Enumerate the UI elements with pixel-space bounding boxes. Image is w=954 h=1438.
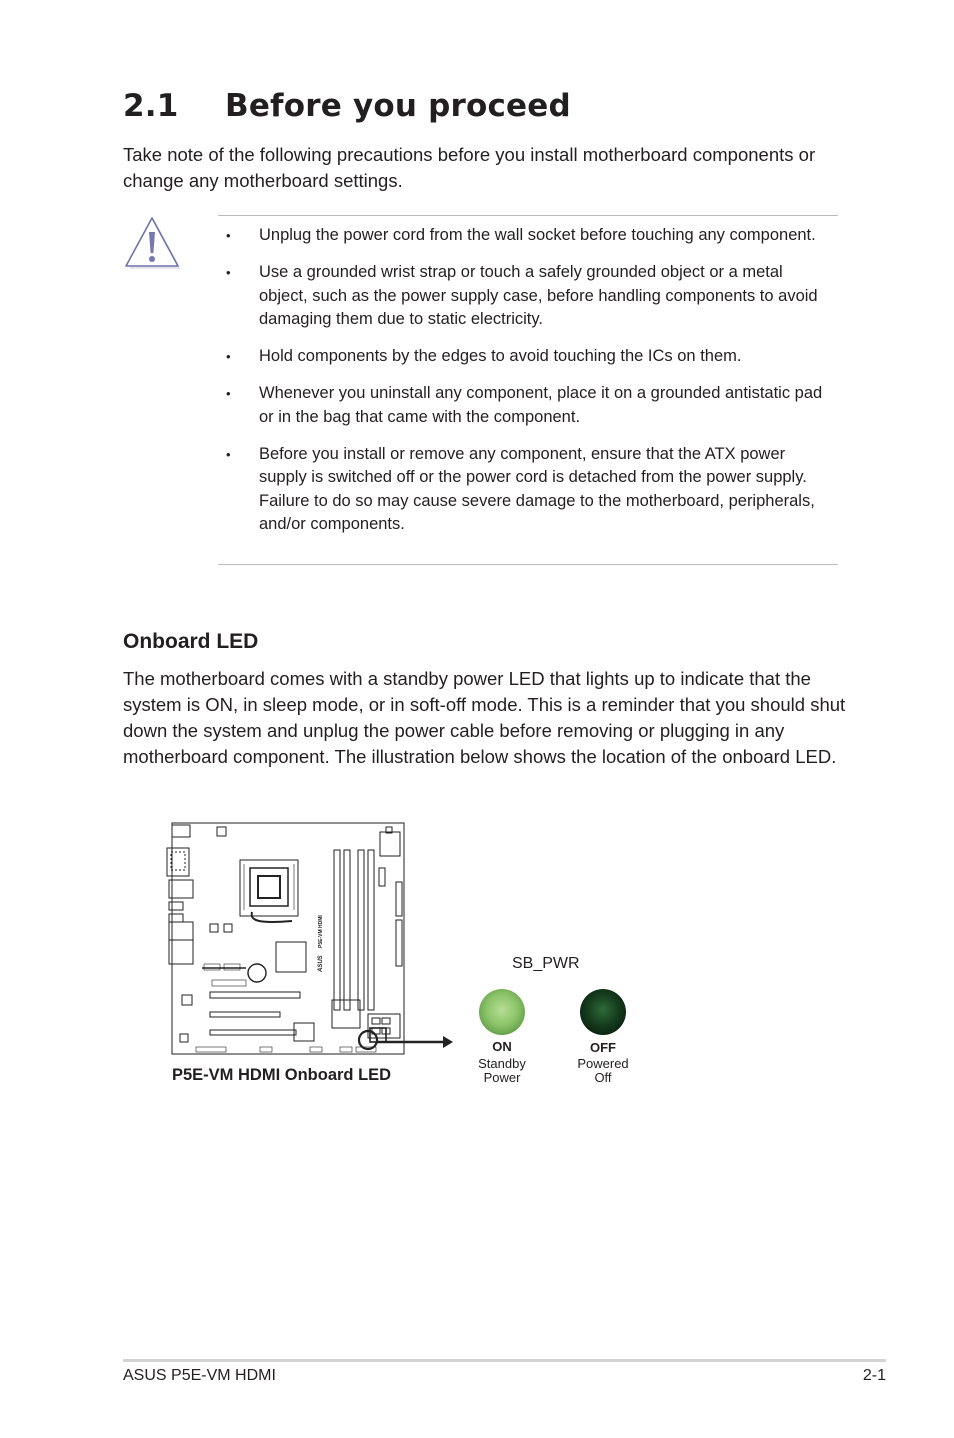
led-on-desc-line2: Power xyxy=(483,1070,521,1085)
figure-caption: P5E-VM HDMI Onboard LED xyxy=(172,1066,392,1084)
list-item-text: Hold components by the edges to avoid touching the ICs on them. xyxy=(259,347,742,365)
onboard-led-paragraph: The motherboard comes with a standby power LED that lights up to indicate that the system is ON, in sleep mode, or in soft-off mode. This is a reminder that you should shut down the system and unplug the power cable before removing or plugging in any motherboard component. The illustration below shows the location of the onboard LED. xyxy=(123,668,846,767)
connector-label: SB_PWR xyxy=(512,955,580,972)
led-on-desc-line1: Standby xyxy=(478,1056,526,1071)
led-off-desc-line1: Powered xyxy=(577,1056,629,1071)
list-item xyxy=(226,382,826,429)
bullet-icon: • xyxy=(226,228,231,243)
list-item-text: Before you install or remove any component, ensure that the ATX power supply is switched off or the power cord is detached from the power supply. Failure to do so may cause severe damage to the motherboard, peripherals, and/or components. xyxy=(259,444,815,533)
section-title: Before you proceed xyxy=(225,88,571,124)
led-on-icon xyxy=(479,989,525,1035)
led-off-state: OFF xyxy=(590,1040,616,1055)
caution-list xyxy=(226,224,826,550)
footer-product-name: ASUS P5E-VM HDMI xyxy=(123,1367,276,1384)
intro-paragraph: Take note of the following precautions before you install motherboard components or change any motherboard settings. xyxy=(123,144,816,191)
section-heading xyxy=(123,88,571,124)
list-item xyxy=(226,261,826,332)
bullet-icon: • xyxy=(226,349,231,364)
led-off-icon xyxy=(580,989,626,1035)
led-on-description xyxy=(462,1057,542,1085)
list-item-text: Use a grounded wrist strap or touch a safely grounded object or a metal object, such as the power supply case, before handling components to avoid damaging them due to static electricity. xyxy=(259,263,818,328)
motherboard-diagram xyxy=(160,820,460,1065)
led-off-desc-line2: Off xyxy=(594,1070,612,1085)
bullet-icon: • xyxy=(226,386,231,401)
section-number: 2.1 xyxy=(123,88,179,124)
list-item xyxy=(226,224,826,248)
led-on-state: ON xyxy=(492,1039,512,1054)
warning-triangle-icon xyxy=(124,215,184,273)
list-item xyxy=(226,345,826,369)
bullet-icon: • xyxy=(226,265,231,280)
led-off-description xyxy=(563,1057,643,1085)
bullet-icon: • xyxy=(226,446,231,462)
footer-rule xyxy=(123,1359,886,1362)
board-label: P5E-VM HDMI xyxy=(318,915,324,948)
list-item xyxy=(226,443,826,537)
page-number: 2-1 xyxy=(862,1367,886,1384)
onboard-led-heading: Onboard LED xyxy=(123,630,259,653)
caution-bottom-rule xyxy=(218,564,838,565)
caution-top-rule xyxy=(218,215,838,216)
list-item-text: Whenever you uninstall any component, place it on a grounded antistatic pad or in the bag that came with the component. xyxy=(259,384,823,426)
list-item-text: Unplug the power cord from the wall socket before touching any component. xyxy=(259,226,816,244)
brand-mark: ASUS xyxy=(318,955,324,972)
